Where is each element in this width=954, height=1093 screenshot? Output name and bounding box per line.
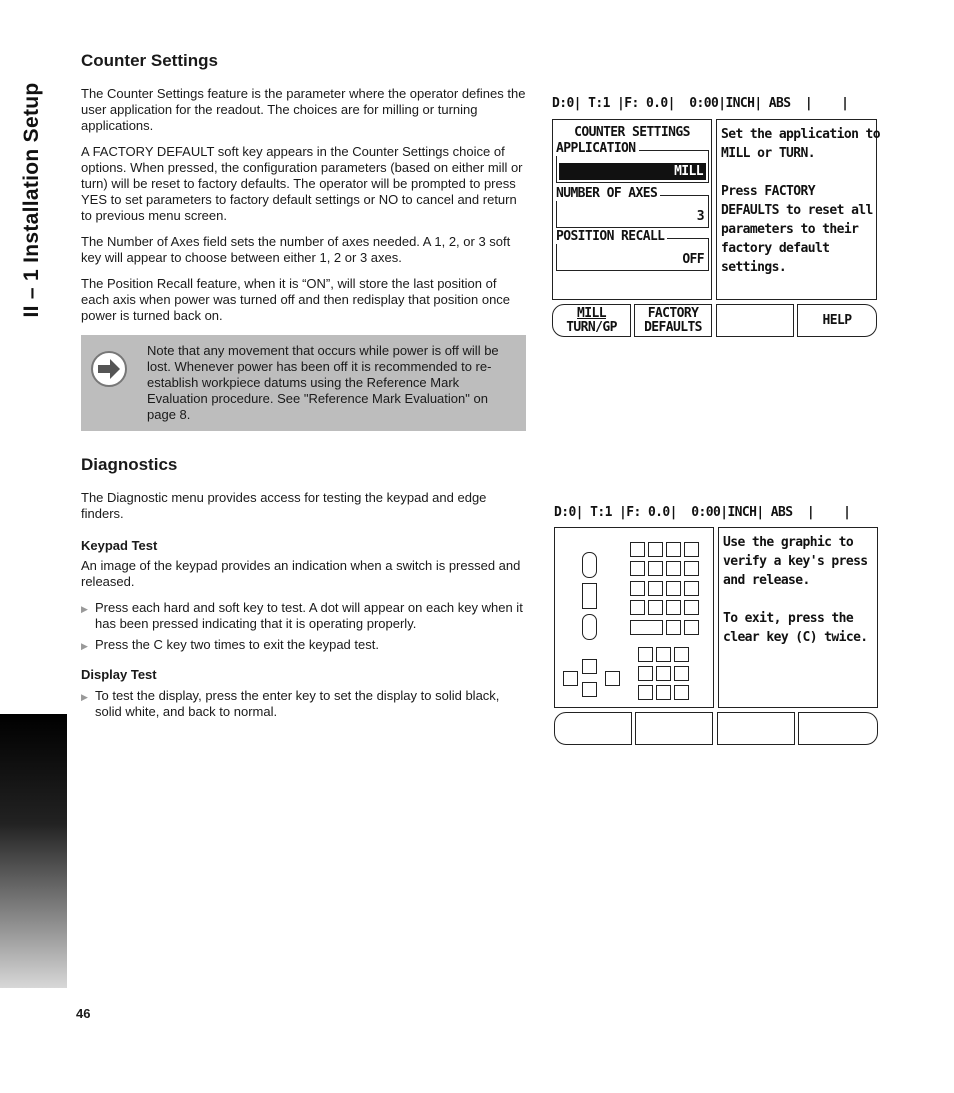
softkey-label-line1: MILL xyxy=(577,305,606,321)
keypad-key xyxy=(684,561,699,576)
keypad-key xyxy=(684,620,699,635)
keypad-key xyxy=(666,620,681,635)
help-text: Use the graphic to verify a key's press and release. To exit, press the clear key (C) twice. xyxy=(723,535,868,645)
position-recall-field[interactable] xyxy=(556,229,709,271)
panel-title: COUNTER SETTINGS xyxy=(574,125,690,140)
keypad-key xyxy=(630,561,645,576)
field-value-selected: MILL xyxy=(559,163,706,180)
keypad-arrow-key xyxy=(605,671,620,686)
field-value: 3 xyxy=(696,209,704,224)
softkey-label-line2: DEFAULTS xyxy=(644,319,702,335)
keypad-key xyxy=(656,666,671,681)
keypad-key xyxy=(582,583,597,609)
chapter-tab-bar xyxy=(0,714,67,988)
keypad-key xyxy=(630,581,645,596)
keypad-key-wide xyxy=(630,620,663,635)
keypad-key xyxy=(630,600,645,615)
keypad-key xyxy=(638,647,653,662)
counter-settings-heading: Counter Settings xyxy=(81,51,218,70)
keypad-key xyxy=(648,542,663,557)
keypad-arrow-key xyxy=(582,659,597,674)
blank-softkey-4[interactable] xyxy=(798,712,878,745)
keypad-graphic-panel xyxy=(554,527,714,708)
keypad-key xyxy=(674,666,689,681)
softkey-label: HELP xyxy=(822,312,852,328)
help-text: Set the application to MILL or TURN. Press FACTORY DEFAULTS to reset all parameters to their factory default settings. xyxy=(721,127,880,275)
field-value: OFF xyxy=(682,252,704,267)
factory-defaults-softkey[interactable] xyxy=(634,304,712,337)
mill-turn-softkey[interactable] xyxy=(552,304,631,337)
softkey-label-line1: FACTORY xyxy=(647,305,699,321)
display-bullet-1: ▶ To test the display, press the enter key to set the display to solid black, solid white, and back to normal. xyxy=(81,688,526,720)
number-of-axes-field[interactable] xyxy=(556,186,709,228)
keypad-key xyxy=(656,685,671,700)
keypad-test-heading: Keypad Test xyxy=(81,538,158,553)
status-bar: D:0| T:1 |F: 0.0| 0:00|INCH| ABS | | xyxy=(552,96,849,111)
keypad-key xyxy=(582,614,597,640)
note-box xyxy=(81,335,526,431)
field-label: NUMBER OF AXES xyxy=(556,186,660,201)
field-label: POSITION RECALL xyxy=(556,229,667,244)
keypad-key xyxy=(648,561,663,576)
note-text: Note that any movement that occurs while power is off will be lost. Whenever power has been off it is recommended to re-establish workpiece datums using the Reference Mark Evaluation procedure. See "Reference Mark Evaluation" on page 8. xyxy=(147,343,499,422)
keypad-key xyxy=(582,552,597,578)
keypad-key xyxy=(684,581,699,596)
help-panel xyxy=(716,119,880,300)
keypad-key xyxy=(684,542,699,557)
diagnostics-intro: The Diagnostic menu provides access for testing the keypad and edge finders. xyxy=(81,490,487,521)
help-panel xyxy=(718,527,878,708)
application-field[interactable] xyxy=(556,141,709,183)
blank-softkey-3[interactable] xyxy=(717,712,795,745)
field-label: APPLICATION xyxy=(556,141,639,156)
keypad-key xyxy=(684,600,699,615)
arrow-right-icon xyxy=(90,350,128,388)
blank-softkey[interactable] xyxy=(716,304,794,337)
keypad-key xyxy=(666,561,681,576)
keypad-key xyxy=(666,542,681,557)
keypad-key xyxy=(674,685,689,700)
keypad-key xyxy=(638,685,653,700)
keypad-test-text: An image of the keypad provides an indication when a switch is pressed and released. xyxy=(81,558,521,589)
counter-settings-paragraph-3: The Number of Axes field sets the number of axes needed. A 1, 2, or 3 soft key will appear to choose between either 1, 2 or 3 axes. xyxy=(81,234,511,265)
blank-softkey-1[interactable] xyxy=(554,712,632,745)
keypad-key xyxy=(648,600,663,615)
keypad-bullet-1: ▶ Press each hard and soft key to test. A dot will appear on each key when it has been pressed indicating that it is operating properly. xyxy=(81,600,526,632)
keypad-key xyxy=(674,647,689,662)
blank-softkey-2[interactable] xyxy=(635,712,713,745)
help-softkey[interactable] xyxy=(797,304,877,337)
keypad-key xyxy=(666,600,681,615)
counter-settings-paragraph-4: The Position Recall feature, when it is “ON”, will store the last position of each axis when power was turned off and then redisplay that position once power is turned back on. xyxy=(81,276,511,323)
keypad-key xyxy=(666,581,681,596)
status-bar: D:0| T:1 |F: 0.0| 0:00|INCH| ABS | | xyxy=(554,505,851,520)
diagnostics-heading: Diagnostics xyxy=(81,455,178,474)
counter-settings-paragraph-1: The Counter Settings feature is the parameter where the operator defines the user application for the readout. The choices are for milling or turning applications. xyxy=(81,86,526,133)
display-test-heading: Display Test xyxy=(81,667,157,682)
softkey-label-line2: TURN/GP xyxy=(566,319,617,335)
counter-settings-paragraph-2: A FACTORY DEFAULT soft key appears in the Counter Settings choice of options. When pressed, the configuration parameters (based on either mill or turn) will be reset to factory defaults. The operator will be prompted to press YES to set parameters to factory default settings or NO to cancel and return to previous menu screen. xyxy=(81,144,523,223)
keypad-key xyxy=(656,647,671,662)
settings-panel xyxy=(552,119,712,300)
keypad-arrow-key xyxy=(563,671,578,686)
keypad-key xyxy=(638,666,653,681)
keypad-key xyxy=(630,542,645,557)
keypad-arrow-key xyxy=(582,682,597,697)
keypad-bullet-2: ▶ Press the C key two times to exit the keypad test. xyxy=(81,637,526,653)
keypad-key xyxy=(648,581,663,596)
page-number: 46 xyxy=(76,1006,91,1021)
section-side-title: II – 1 Installation Setup xyxy=(20,82,43,318)
